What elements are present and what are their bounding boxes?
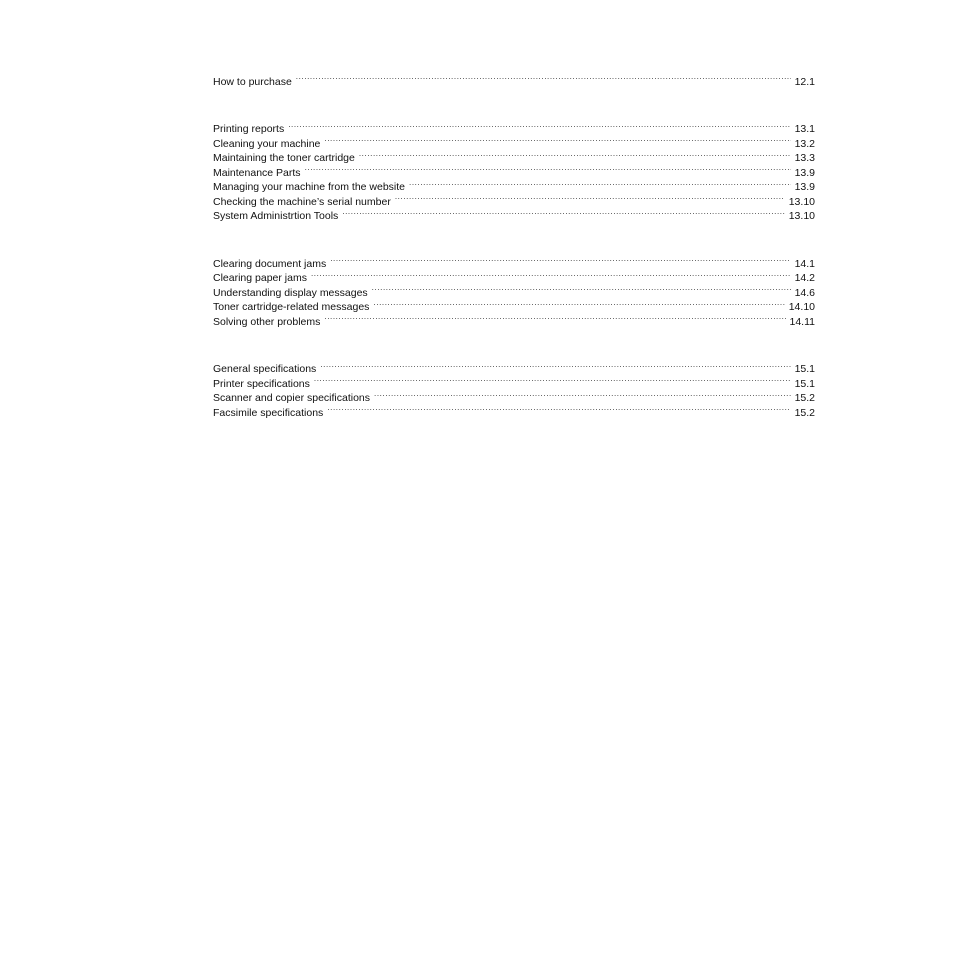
- toc-entry-page: 13.3: [794, 152, 815, 164]
- toc-dot-leader: [296, 70, 791, 85]
- toc-entry[interactable]: [213, 358, 815, 373]
- toc-entry-title: Maintenance Parts: [213, 166, 301, 179]
- toc-dot-leader: [327, 401, 790, 416]
- toc-dot-leader: [288, 118, 790, 133]
- toc-entry-title: Cleaning your machine: [213, 137, 321, 150]
- toc-dot-leader: [320, 358, 790, 373]
- toc-entry-title: How to purchase: [213, 75, 292, 88]
- toc-dot-leader: [409, 176, 791, 191]
- toc-entry-page: 15.2: [794, 406, 815, 419]
- toc-entry-page: 13.1: [794, 123, 815, 135]
- toc-entry-title: General specifications: [213, 363, 317, 375]
- toc-section-13: [213, 118, 815, 220]
- toc-entry-page: 12.1: [794, 75, 815, 88]
- toc-entry[interactable]: [213, 252, 815, 270]
- toc-dot-leader: [311, 267, 791, 282]
- toc-entry-title: Scanner and copier specifications: [213, 392, 371, 404]
- toc-entry-page: 14.11: [789, 315, 815, 328]
- table-of-contents: [213, 70, 815, 419]
- toc-entry-title: Printer specifications: [213, 377, 310, 390]
- toc-entry-title: Clearing document jams: [213, 257, 327, 270]
- toc-entry-title: Managing your machine from the website: [213, 181, 406, 193]
- toc-entry-title: Solving other problems: [213, 315, 321, 328]
- toc-entry-title: Maintaining the toner cartridge: [213, 152, 355, 164]
- toc-section-15: [213, 358, 815, 419]
- toc-entry-page: 13.9: [794, 166, 815, 179]
- toc-entry-title: Clearing paper jams: [213, 272, 307, 284]
- toc-entry-page: 13.2: [794, 137, 815, 150]
- toc-entry-page: 14.1: [794, 257, 815, 270]
- toc-entry[interactable]: [213, 132, 815, 150]
- toc-entry-title: Checking the machine’s serial number: [213, 195, 391, 208]
- toc-entry-page: 13.10: [788, 195, 815, 208]
- toc-dot-leader: [373, 296, 784, 311]
- toc-entry-page: 15.2: [794, 392, 815, 404]
- toc-entry-page: 14.6: [794, 286, 815, 299]
- toc-entry[interactable]: [213, 118, 815, 133]
- toc-dot-leader: [305, 161, 791, 176]
- toc-entry-page: 14.2: [794, 272, 815, 284]
- toc-entry-page: 15.1: [794, 363, 815, 375]
- toc-dot-leader: [395, 190, 785, 205]
- toc-dot-leader: [324, 132, 790, 147]
- toc-section-14: [213, 252, 815, 328]
- toc-entry-title: Understanding display messages: [213, 286, 368, 299]
- toc-entry[interactable]: [213, 70, 815, 88]
- toc-dot-leader: [374, 387, 791, 402]
- toc-dot-leader: [359, 147, 791, 162]
- toc-entry-title: System Administrtion Tools: [213, 210, 339, 222]
- toc-dot-leader: [324, 310, 785, 325]
- toc-dot-leader: [342, 205, 784, 220]
- toc-entry-page: 13.9: [794, 181, 815, 193]
- toc-dot-leader: [314, 372, 791, 387]
- toc-entry-page: 14.10: [788, 301, 815, 313]
- toc-entry-page: 15.1: [794, 377, 815, 390]
- toc-section-12: [213, 70, 815, 88]
- toc-entry-title: Toner cartridge-related messages: [213, 301, 370, 313]
- toc-entry-title: Facsimile specifications: [213, 406, 324, 419]
- toc-dot-leader: [330, 252, 790, 267]
- toc-dot-leader: [372, 281, 791, 296]
- toc-entry-page: 13.10: [788, 210, 815, 222]
- toc-entry-title: Printing reports: [213, 123, 285, 135]
